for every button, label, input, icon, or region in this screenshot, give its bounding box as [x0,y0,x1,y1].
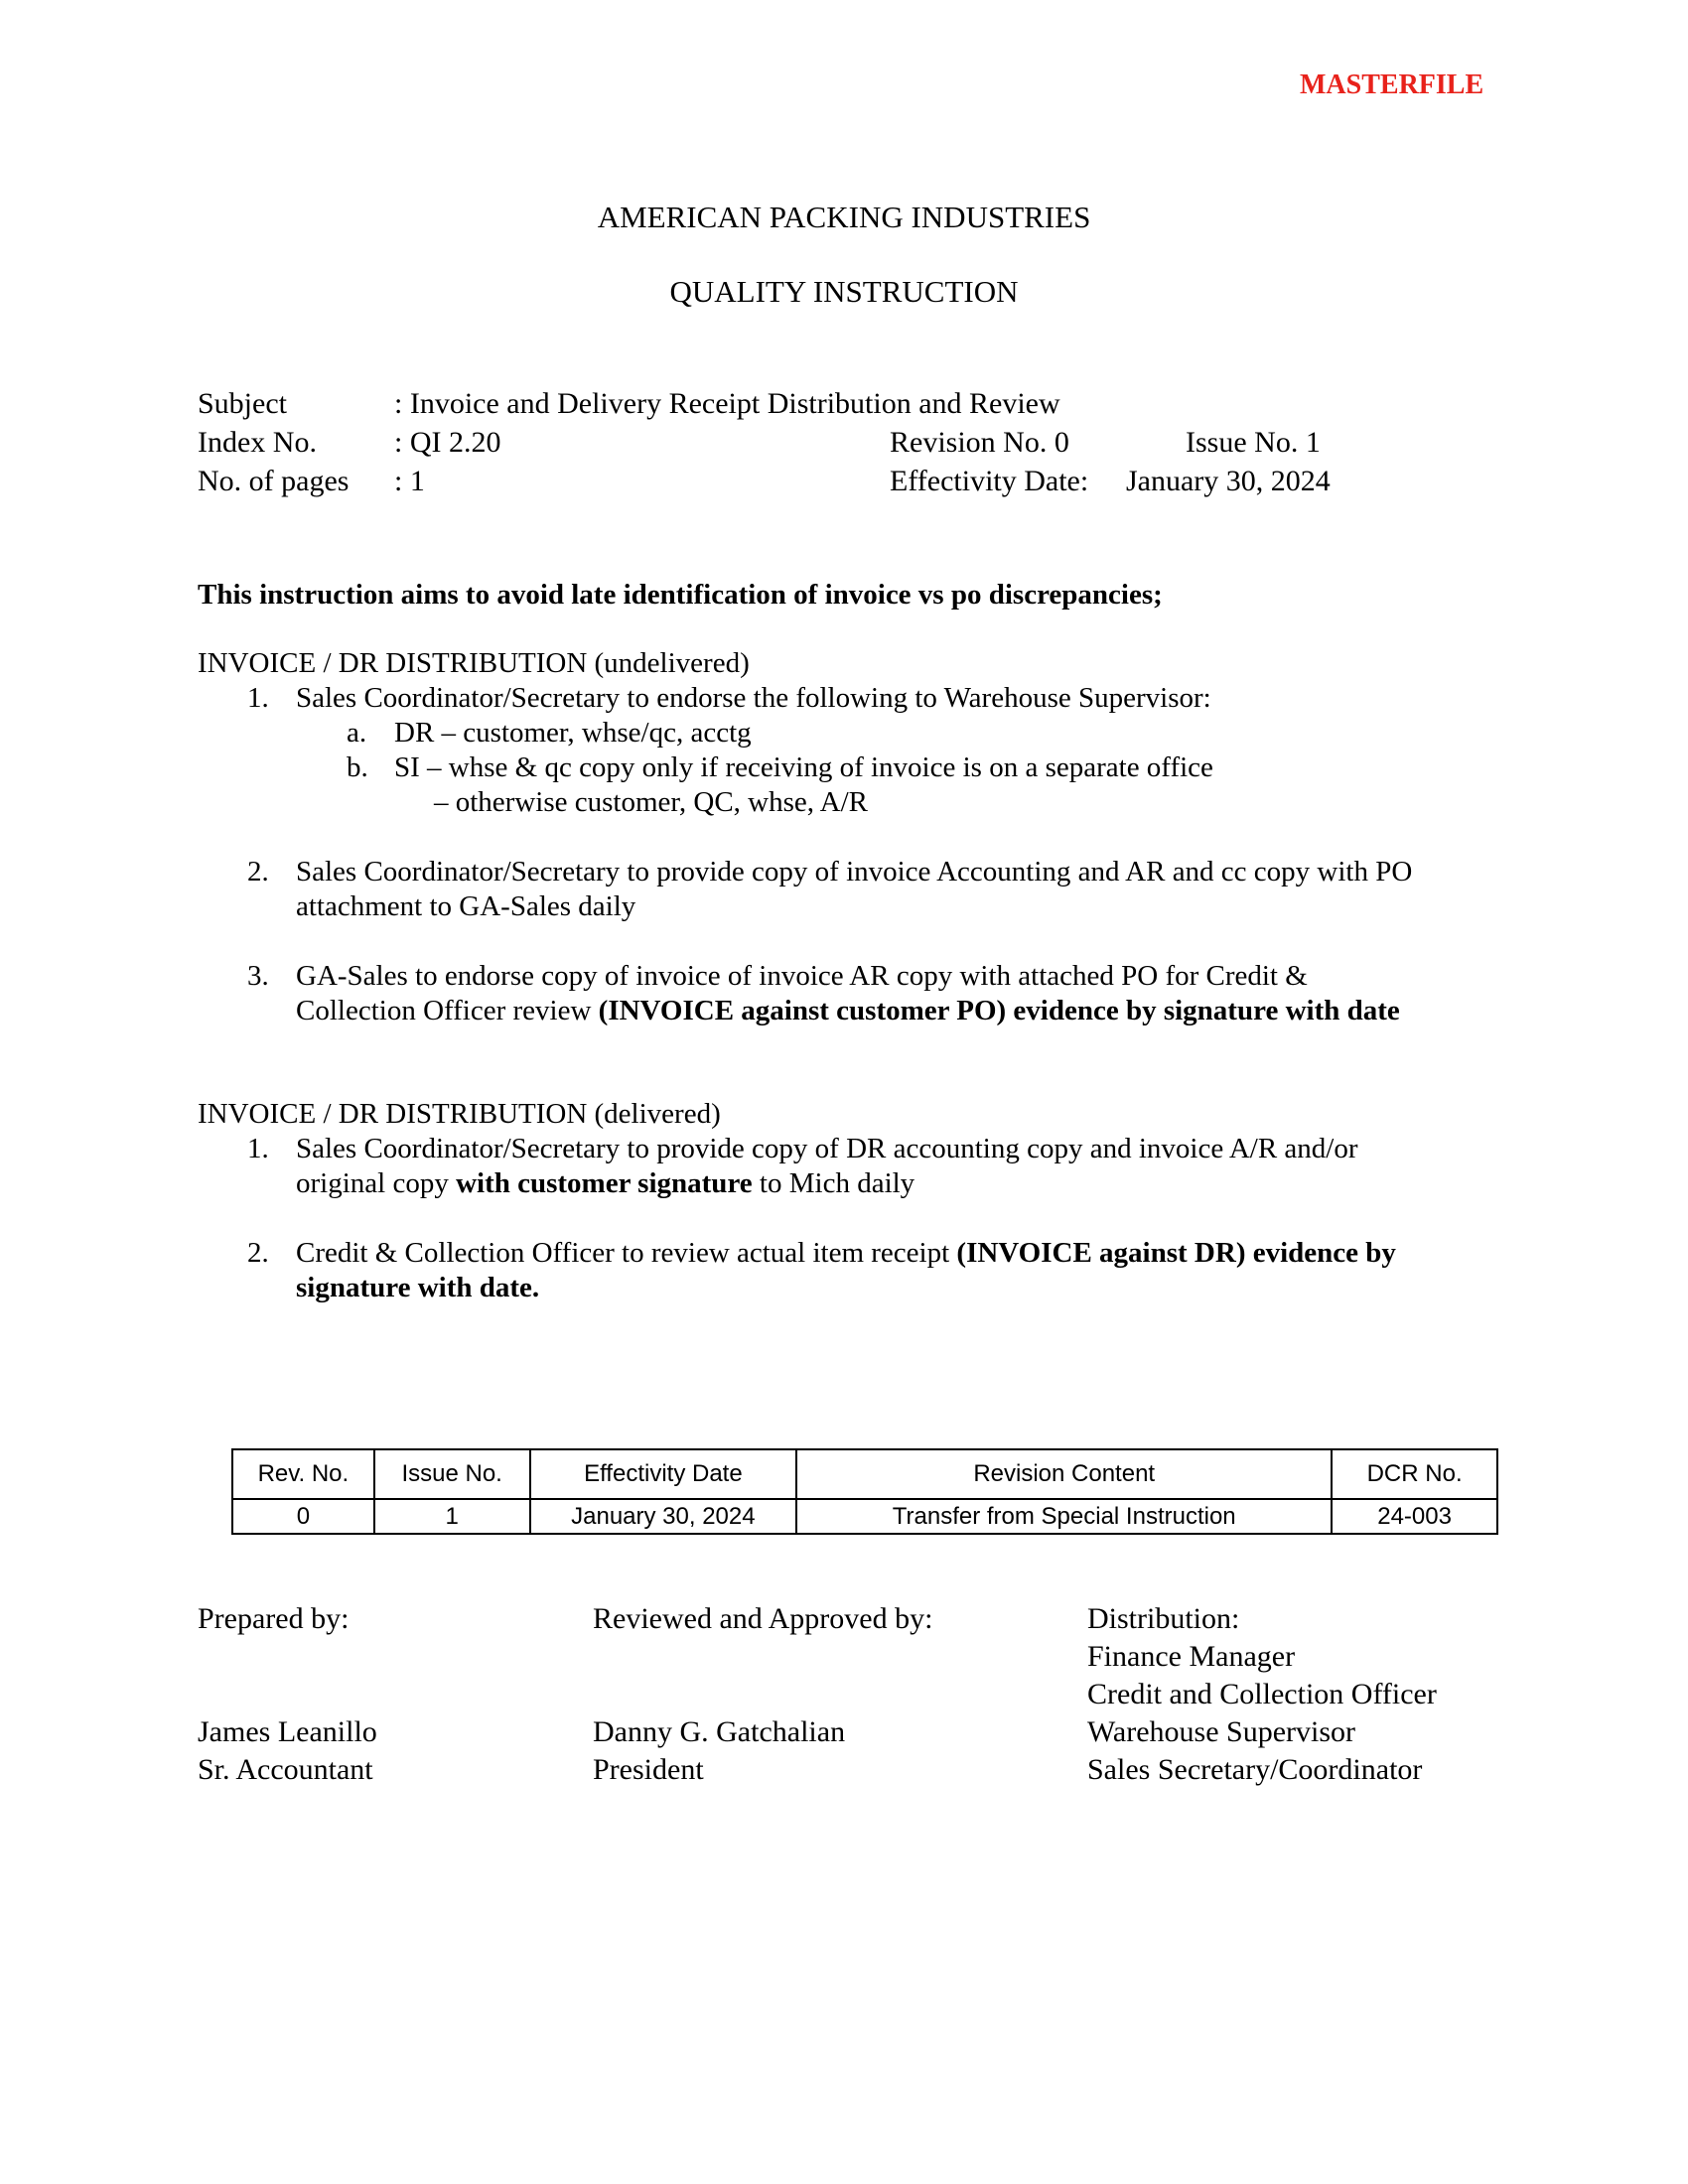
text-span: to Mich daily [752,1167,915,1199]
undelivered-item-2-line-1: Sales Coordinator/Secretary to provide copy of invoice Accounting and AR and cc copy with PO [296,856,1413,887]
emphasis-text: signature with date. [296,1272,540,1303]
undelivered-item-3-line-2 [296,995,1400,1027]
list-marker: 1. [247,682,269,714]
undelivered-item-3-line-1: GA-Sales to endorse copy of invoice of invoice AR copy with attached PO for Credit & [296,960,1308,992]
column-header: Rev. No. [232,1449,374,1499]
undelivered-item-2-line-2: attachment to GA-Sales daily [296,890,636,922]
list-marker: 1. [247,1133,269,1164]
masterfile-stamp: MASTERFILE [1300,69,1484,100]
preparer-name: James Leanillo [198,1715,377,1748]
reviewed-by-label: Reviewed and Approved by: [593,1602,933,1635]
list-marker: 3. [247,960,269,992]
list-marker: b. [347,751,368,783]
subject-label: Subject [198,387,287,420]
delivered-item-1-line-1: Sales Coordinator/Secretary to provide copy of DR accounting copy and invoice A/R and/or [296,1133,1358,1164]
undelivered-item-1: Sales Coordinator/Secretary to endorse the following to Warehouse Supervisor: [296,682,1211,714]
table-header-row [232,1449,1497,1499]
revision-number: Revision No. 0 [890,426,1069,459]
undelivered-item-1a: DR – customer, whse/qc, acctg [394,717,752,749]
table-cell: 1 [374,1499,530,1534]
text-span: Credit & Collection Officer to review actual item receipt [296,1237,957,1269]
distribution-label: Distribution: [1087,1602,1240,1635]
distribution-item: Sales Secretary/Coordinator [1087,1753,1423,1786]
emphasis-text: (INVOICE against customer PO) evidence by signature with date [598,995,1400,1026]
list-marker: 2. [247,1237,269,1269]
index-label: Index No. [198,426,317,459]
undelivered-item-1b: SI – whse & qc copy only if receiving of invoice is on a separate office [394,751,1213,783]
instruction-aim: This instruction aims to avoid late identification of invoice vs po discrepancies; [198,579,1163,611]
delivered-item-2-line-2 [296,1272,539,1304]
table-cell: January 30, 2024 [530,1499,797,1534]
delivered-heading: INVOICE / DR DISTRIBUTION (delivered) [198,1098,721,1130]
column-header: Revision Content [796,1449,1332,1499]
list-marker: 2. [247,856,269,887]
delivered-item-1-line-2 [296,1167,914,1200]
emphasis-text: (INVOICE against DR) evidence by [956,1237,1396,1269]
table-cell: Transfer from Special Instruction [796,1499,1332,1534]
company-name: AMERICAN PACKING INDUSTRIES [597,200,1091,234]
prepared-by-label: Prepared by: [198,1602,350,1635]
effectivity-value: January 30, 2024 [1126,465,1331,497]
subject-value: : Invoice and Delivery Receipt Distribution and Review [394,387,1060,420]
document-type: QUALITY INSTRUCTION [669,274,1019,309]
column-header: Effectivity Date [530,1449,797,1499]
column-header: Issue No. [374,1449,530,1499]
table-cell: 0 [232,1499,374,1534]
text-span: original copy [296,1167,457,1199]
table-cell: 24-003 [1332,1499,1497,1534]
index-value: : QI 2.20 [394,426,501,459]
undelivered-item-1b-continued: – otherwise customer, QC, whse, A/R [434,786,869,818]
preparer-title: Sr. Accountant [198,1753,373,1786]
emphasis-text: with customer signature [456,1167,753,1199]
effectivity-label: Effectivity Date: [890,465,1089,497]
delivered-item-2-line-1 [296,1237,1396,1270]
pages-label: No. of pages [198,465,350,497]
list-marker: a. [347,717,367,749]
distribution-item: Warehouse Supervisor [1087,1715,1356,1748]
table-row [232,1499,1497,1534]
undelivered-heading: INVOICE / DR DISTRIBUTION (undelivered) [198,647,750,679]
approver-title: President [593,1753,704,1786]
pages-value: : 1 [394,465,425,497]
text-span: Collection Officer review [296,995,599,1026]
revision-table [231,1448,1498,1535]
distribution-item: Finance Manager [1087,1640,1296,1673]
approver-name: Danny G. Gatchalian [593,1715,846,1748]
issue-number: Issue No. 1 [1186,426,1321,459]
distribution-item: Credit and Collection Officer [1087,1678,1437,1710]
column-header: DCR No. [1332,1449,1497,1499]
